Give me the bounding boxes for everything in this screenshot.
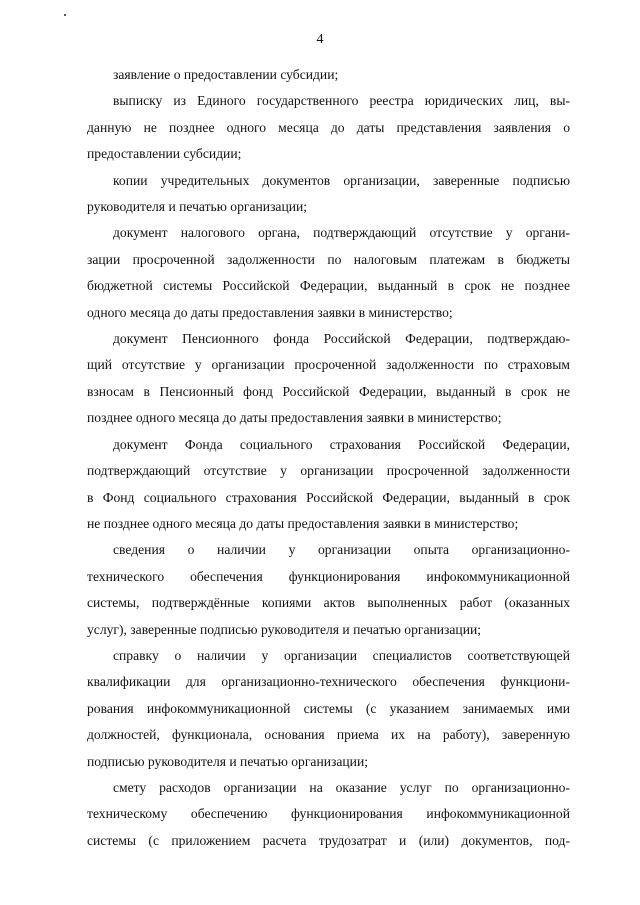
paragraph xyxy=(87,537,570,643)
page-number: 4 xyxy=(316,32,324,47)
paragraph xyxy=(87,775,570,854)
paragraph-line: в Фонд социального страхования Российской Федерации, выданный в срок xyxy=(87,489,570,505)
paragraph-line: руководителя и печатью организации; xyxy=(87,199,308,215)
paragraph-line: щий отсутствие у организации просроченной задолженности по страховым xyxy=(87,357,570,373)
paragraph-line: бюджетной системы Российской Федерации, выданный в срок не позднее xyxy=(87,278,570,294)
paragraph-line: копии учредительных документов организации, заверенные подписью xyxy=(113,172,570,188)
scan-mark xyxy=(64,14,66,16)
paragraph xyxy=(87,168,570,221)
paragraph-line: предоставлении субсидии; xyxy=(87,146,242,162)
paragraph-line: документ Фонда социального страхования Российской Федерации, xyxy=(113,436,570,452)
paragraph-line: заявление о предоставлении субсидии; xyxy=(113,67,339,82)
paragraph-line: технического обеспечения функционирования инфокоммуникационной xyxy=(87,568,570,584)
paragraph xyxy=(87,326,570,432)
document-body xyxy=(87,62,570,854)
paragraph-line: техническому обеспечению функционирования инфокоммуникационной xyxy=(87,806,570,822)
paragraph xyxy=(87,643,570,775)
paragraph xyxy=(87,432,570,538)
paragraph-line: рования инфокоммуникационной системы (с указанием занимаемых ими xyxy=(87,700,570,716)
paragraph-line: данную не позднее одного месяца до даты представления заявления о xyxy=(87,119,570,135)
paragraph-line: выписку из Единого государственного реестра юридических лиц, вы- xyxy=(113,93,570,109)
paragraph xyxy=(87,220,570,326)
paragraph-line: документ Пенсионного фонда Российской Федерации, подтверждаю- xyxy=(113,331,570,347)
paragraph-line: системы, подтверждённые копиями актов выполненных работ (оказанных xyxy=(87,595,570,611)
paragraph-line: подписью руководителя и печатью организации; xyxy=(87,753,369,769)
paragraph-line: взносам в Пенсионный фонд Российской Федерации, выданный в срок не xyxy=(87,383,570,399)
paragraph-line: позднее одного месяца до даты предоставления заявки в министерство; xyxy=(87,410,502,426)
paragraph xyxy=(87,88,570,167)
paragraph-line: должностей, функционала, основания приема их на работу), заверенную xyxy=(87,727,570,743)
paragraph-line: подтверждающий отсутствие у организации просроченной задолженности xyxy=(87,463,570,479)
paragraph-line: квалификации для организационно-технического обеспечения функциони- xyxy=(87,674,570,690)
paragraph-line: сведения о наличии у организации опыта организационно- xyxy=(113,542,570,558)
paragraph-line: услуг), заверенные подписью руководителя и печатью организации; xyxy=(87,621,482,637)
paragraph-line: документ налогового органа, подтверждающий отсутствие у органи- xyxy=(113,225,570,241)
paragraph-line: смету расходов организации на оказание услуг по организационно- xyxy=(113,779,570,795)
paragraph xyxy=(113,62,570,88)
paragraph-line: системы (с приложением расчета трудозатрат и (или) документов, под- xyxy=(87,832,570,848)
paragraph-line: справку о наличии у организации специалистов соответствующей xyxy=(113,647,570,663)
paragraph-line: одного месяца до даты предоставления заявки в министерство; xyxy=(87,304,453,320)
paragraph-line: зации просроченной задолженности по налоговым платежам в бюджеты xyxy=(87,251,570,267)
paragraph-line: не позднее одного месяца до даты предоставления заявки в министерство; xyxy=(87,515,519,531)
